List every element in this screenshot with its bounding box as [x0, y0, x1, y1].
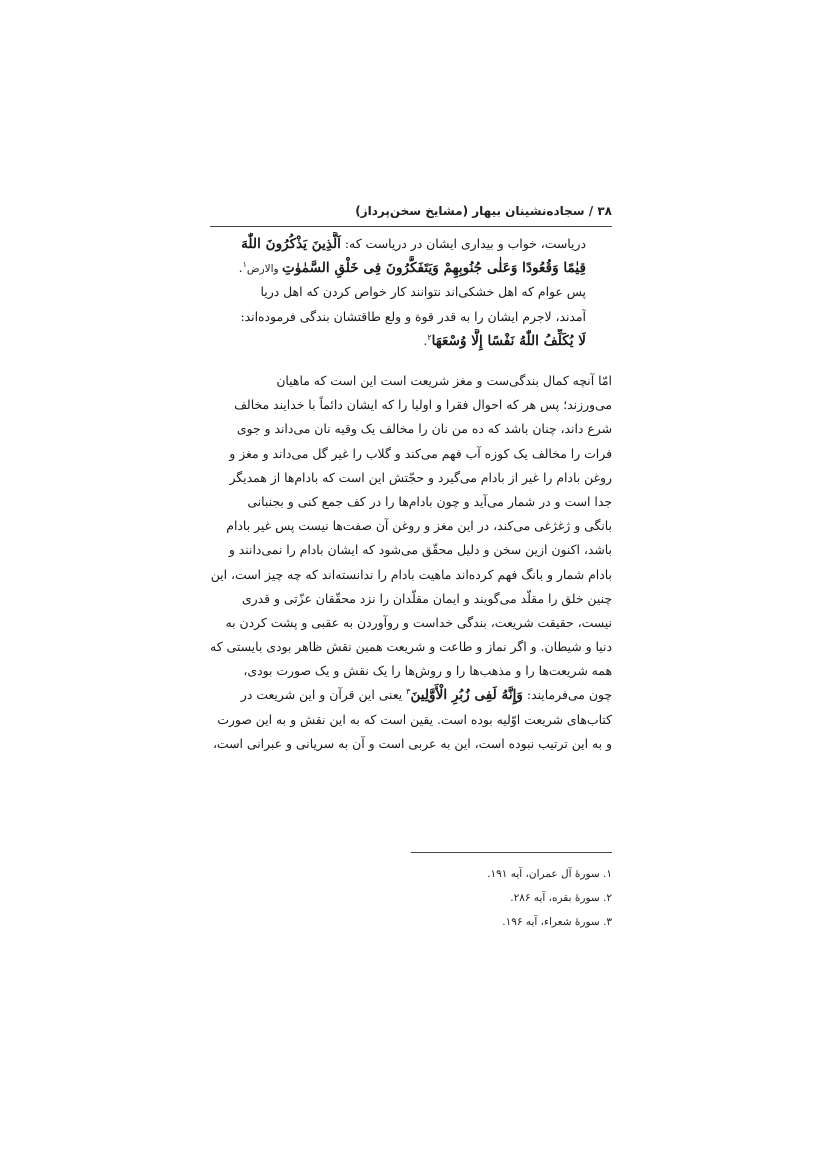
quran-verse: قِیٰمًا وَقُعُودًا وَعَلٰی جُنُوبِهِمْ وَیَتَفَکَّرُونَ فِی خَلْقِ السَّمٰوٰتِ [281, 260, 586, 277]
text-run: بانگی و ژغژغی می‌کند، در این مغز و روغن آن صفت‌ها نیست پس غیر بادام [226, 518, 612, 534]
body-line [210, 393, 612, 417]
footnotes [400, 862, 612, 934]
quote-line [238, 232, 586, 256]
text-run: چون می‌فرمایند: [522, 687, 612, 703]
text-run: چنین خلق را مقلّد می‌گویند و ایمان مقلّدان را نزد محقّقان عزّتی و قدری [241, 590, 612, 606]
body-line [210, 659, 612, 683]
quote-block [238, 232, 586, 353]
text-run: آمدند، لاجرم ایشان را به قدر قوة و ولع طاقتشان بندگی فرموده‌اند: [240, 308, 586, 324]
quote-line [238, 329, 586, 353]
text-run: . [423, 332, 428, 348]
body-line [210, 442, 612, 466]
running-header: ۳۸ / سجاده‌نشینان بیهار (مشایخ سخن‌پرداز) [355, 204, 612, 218]
quote-line [238, 280, 586, 304]
text-run: امّا آنچه کمال بندگی‌ست و مغز شریعت است این است که ماهیان [276, 373, 612, 388]
body-line [210, 635, 612, 659]
body-line [210, 538, 612, 562]
footnote-1: ۱. سورهٔ آل عمران، آیه ۱۹۱. [487, 868, 612, 880]
body-line [210, 587, 612, 611]
text-run: نیست، حقیقت شریعت، بندگی خداست و روآوردن به عقبی و پشت کردن به [225, 614, 612, 630]
quote-line [238, 256, 586, 280]
quran-verse: اَلَّذِینَ یَذْکُرُونَ اللّٰهَ [241, 236, 341, 252]
text-run: بادام شمار و بانگ فهم کرده‌اند ماهیت بادام را ندانسته‌اند که چه چیز است، این [210, 566, 612, 582]
text-run: جدا است و در شمار می‌آید و چون بادام‌ها را در کف جمع کنی و بجنبانی [247, 493, 612, 509]
body-text [210, 369, 612, 756]
body-line [210, 683, 612, 707]
body-line [210, 466, 612, 490]
footnote-2: ۲. سورهٔ بقره، آیه ۲۸۶. [510, 892, 612, 904]
text-run: والارض [246, 263, 282, 276]
text-run: فرات را مخالف یک کوزه آب فهم می‌کند و گلاب را غیر گل می‌داند و مغز و [229, 445, 612, 461]
footnote-ref: ۱ [242, 260, 247, 270]
body-line [210, 708, 612, 732]
text-run: کتاب‌های شریعت اوّلیه بوده است. یقین است که به این نقش و به این صورت [217, 711, 612, 727]
quote-line [238, 305, 586, 329]
text-run: یعنی این قرآن و این شریعت در [240, 687, 407, 703]
body-line [210, 732, 612, 756]
body-line [210, 514, 612, 538]
quran-verse: لَا یُکَلِّفُ اللّٰهُ نَفْسًا إِلَّا وُسْعَهَا [431, 332, 586, 349]
text-run: و به این ترتیب نبوده است، این به عربی است و آن به سریانی و عبرانی است، [212, 735, 612, 751]
body-line [210, 611, 612, 635]
text-run: دنیا و شیطان. و اگر نماز و طاعت و شریعت همین نقش ظاهر بودی بایستی که [210, 639, 612, 655]
text-run: . [238, 260, 243, 276]
body-line [210, 369, 612, 393]
text-run: شرع داند، چنان باشد که ده من نان را مخالف یک وقیه نان می‌داند و جوی [236, 421, 612, 437]
text-run: همه شریعت‌ها را و مذهب‌ها را و روش‌ها را یک نقش و یک صورت بودی، [243, 663, 612, 679]
header-divider [210, 226, 612, 227]
text-run: پس عوام که اهل خشکی‌اند نتوانند کار خواص کردن که اهل دریا [260, 284, 586, 300]
footnote-3: ۳. سورهٔ شعراء، آیه ۱۹۶. [502, 916, 612, 928]
footnote-ref: ۳ [406, 687, 411, 697]
footnote-divider [411, 852, 612, 853]
text-run: دریاست، خواب و بیداری ایشان در دریاست که: [340, 236, 586, 251]
text-run: باشد، اکنون ازین سخن و دلیل محقّق می‌شود که ایشان بادام را نمی‌دانند و [228, 542, 612, 558]
body-line [210, 563, 612, 587]
footnote-ref: ۲ [427, 332, 432, 342]
text-run: روغن بادام را غیر از بادام می‌گیرد و حجّتش این است که بادام‌ها از همدیگر [229, 469, 612, 485]
quran-verse: وَإِنَّهُ لَفِی زُبُرِ الْأَوَّلِینَ [410, 687, 523, 704]
text-run: می‌ورزند؛ پس هر که احوال فقرا و اولیا را که ایشان دائماً با خدایند مخالف [234, 397, 612, 413]
body-line [210, 490, 612, 514]
body-line [210, 417, 612, 441]
